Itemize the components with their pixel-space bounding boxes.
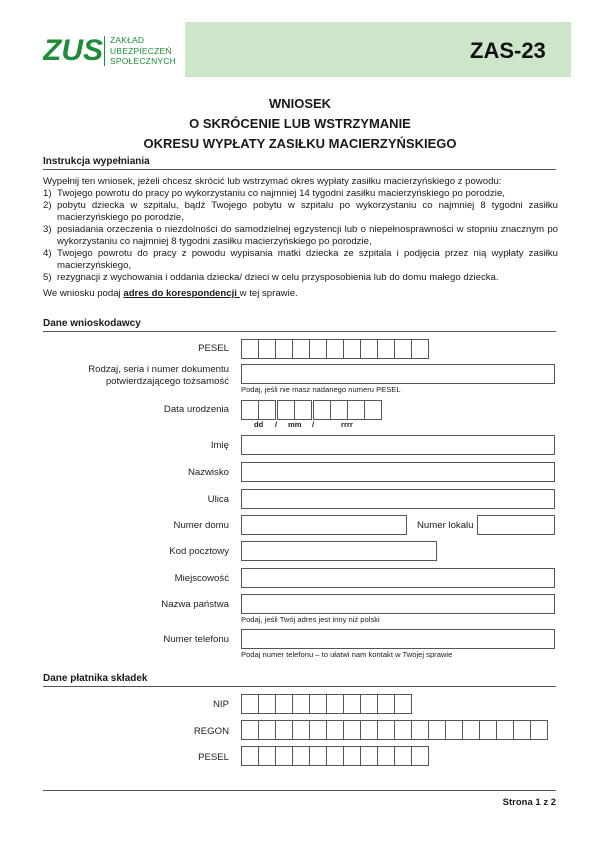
digit-cell[interactable] (360, 720, 378, 740)
street-label: Ulica (207, 494, 229, 505)
digit-cell[interactable] (411, 720, 429, 740)
digit-cell[interactable] (479, 720, 497, 740)
title-line-2: O SKRÓCENIE LUB WSTRZYMANIE (189, 116, 411, 131)
dob-sep: / (312, 420, 315, 429)
phone-hint: Podaj numer telefonu – to ułatwi nam kontakt w Twojej sprawie (241, 650, 453, 659)
pesel-field[interactable] (241, 339, 428, 359)
digit-cell[interactable] (309, 720, 327, 740)
digit-cell[interactable] (292, 746, 310, 766)
digit-cell[interactable] (241, 746, 259, 766)
dob-label: Data urodzenia (163, 404, 229, 415)
first-name-label: Imię (210, 440, 229, 451)
digit-cell[interactable] (258, 339, 276, 359)
reason-list (43, 188, 558, 284)
digit-cell[interactable] (292, 720, 310, 740)
digit-cell[interactable] (445, 720, 463, 740)
applicant-heading: Dane wnioskodawcy (43, 318, 556, 332)
digit-cell[interactable] (377, 694, 395, 714)
reason-item: 1) Twojego powrotu do pracy po wykorzystaniu co najmniej 14 tygodni zasiłku macierzyńskiego po porodzie, (43, 188, 505, 199)
digit-cell[interactable] (258, 720, 276, 740)
dob-mm-hint: mm (288, 420, 302, 429)
digit-cell[interactable] (241, 400, 259, 420)
digit-cell[interactable] (513, 720, 531, 740)
digit-cell[interactable] (394, 339, 412, 359)
id-document-hint: Podaj, jeśli nie masz nadanego numeru PESEL (241, 385, 401, 394)
id-document-field[interactable] (241, 364, 555, 384)
digit-cell[interactable] (313, 400, 331, 420)
digit-cell[interactable] (347, 400, 365, 420)
instructions-tail: We wniosku podaj adres do korespondencji w tej sprawie. (43, 288, 298, 299)
digit-cell[interactable] (360, 746, 378, 766)
reason-item: 3) posiadania orzeczenia o niezdolności do samodzielnej egzystencji lub o niepełnosprawności w stopniu znacznym po wykorzystaniu co najmniej 8 tygodni zasiłku macierzyńskiego po porodzie, (43, 224, 558, 247)
dob-sep: / (275, 420, 278, 429)
payer-pesel-label: PESEL (198, 752, 229, 763)
payer-pesel-field[interactable] (241, 746, 428, 766)
flat-number-field[interactable] (477, 515, 555, 535)
nip-field[interactable] (241, 694, 411, 714)
digit-cell[interactable] (394, 746, 412, 766)
dob-dd-hint: dd (254, 420, 264, 429)
digit-cell[interactable] (241, 720, 259, 740)
digit-cell[interactable] (275, 746, 293, 766)
instructions-body (43, 176, 558, 300)
city-field[interactable] (241, 568, 555, 588)
country-hint: Podaj, jeśli Twój adres jest inny niż polski (241, 615, 380, 624)
org-line-3: SPOŁECZNYCH (110, 56, 176, 66)
city-label: Miejscowość (174, 573, 229, 584)
form-code: ZAS-23 (470, 38, 546, 63)
house-number-field[interactable] (241, 515, 407, 535)
reason-item: 2) pobytu dziecka w szpitalu, bądź Twojego pobytu w szpitalu po wykorzystaniu co najmniej 8 tygodni zasiłku macierzyńskiego po porodzie, (43, 200, 558, 223)
dob-yyyy-hint: rrrr (341, 420, 353, 429)
nip-label: NIP (213, 699, 229, 710)
digit-cell[interactable] (343, 746, 361, 766)
address-emphasis: adres do korespondencji (123, 288, 240, 299)
digit-cell[interactable] (496, 720, 514, 740)
postcode-label: Kod pocztowy (169, 546, 229, 557)
digit-cell[interactable] (377, 746, 395, 766)
dob-month[interactable] (277, 400, 311, 420)
last-name-label: Nazwisko (187, 467, 229, 478)
digit-cell[interactable] (343, 694, 361, 714)
digit-cell[interactable] (462, 720, 480, 740)
digit-cell[interactable] (277, 400, 295, 420)
regon-field[interactable] (241, 720, 547, 740)
digit-cell[interactable] (241, 694, 259, 714)
postcode-field[interactable] (241, 541, 437, 561)
digit-cell[interactable] (394, 720, 412, 740)
dob-year[interactable] (313, 400, 381, 420)
digit-cell[interactable] (275, 720, 293, 740)
logo-divider (104, 36, 105, 66)
country-label: Nazwa państwa (161, 599, 229, 610)
digit-cell[interactable] (241, 339, 259, 359)
digit-cell[interactable] (326, 746, 344, 766)
digit-cell[interactable] (377, 339, 395, 359)
digit-cell[interactable] (275, 339, 293, 359)
title-line-1: WNIOSEK (268, 96, 332, 111)
phone-label: Numer telefonu (163, 634, 229, 645)
instructions-heading: Instrukcja wypełniania (43, 156, 556, 170)
first-name-field[interactable] (241, 435, 555, 455)
phone-field[interactable] (241, 629, 555, 649)
digit-cell[interactable] (294, 400, 312, 420)
digit-cell[interactable] (377, 720, 395, 740)
digit-cell[interactable] (258, 746, 276, 766)
reason-item: 5) rezygnacji z wychowania i oddania dziecka/ dzieci w celu przysposobienia lub do domu małego dziecka. (43, 272, 499, 283)
digit-cell[interactable] (364, 400, 382, 420)
digit-cell[interactable] (343, 339, 361, 359)
page-number: Strona 1 z 2 (502, 797, 556, 808)
digit-cell[interactable] (411, 746, 429, 766)
digit-cell[interactable] (360, 694, 378, 714)
house-number-label: Numer domu (173, 520, 229, 531)
digit-cell[interactable] (330, 400, 348, 420)
reason-item: 4) Twojego powrotu do pracy z powodu wypisania matki dziecka ze szpitala i podjęcia przez nią wypłaty zasiłku macierzyńskiego, (43, 248, 558, 271)
org-line-2: UBEZPIECZEŃ (110, 45, 172, 56)
digit-cell[interactable] (326, 339, 344, 359)
digit-cell[interactable] (428, 720, 446, 740)
digit-cell[interactable] (258, 400, 276, 420)
digit-cell[interactable] (258, 694, 276, 714)
digit-cell[interactable] (292, 694, 310, 714)
digit-cell[interactable] (360, 339, 378, 359)
pesel-label: PESEL (198, 343, 229, 354)
digit-cell[interactable] (530, 720, 548, 740)
id-document-label: Rodzaj, seria i numer dokumentu potwierdzającego tożsamość (88, 364, 229, 387)
digit-cell[interactable] (309, 746, 327, 766)
title-line-3: OKRESU WYPŁATY ZASIŁKU MACIERZYŃSKIEGO (143, 136, 457, 151)
org-name (110, 35, 176, 67)
form-title (0, 94, 600, 154)
digit-cell[interactable] (343, 720, 361, 740)
digit-cell[interactable] (394, 694, 412, 714)
org-line-1: ZAKŁAD (110, 35, 145, 45)
digit-cell[interactable] (292, 339, 310, 359)
digit-cell[interactable] (309, 339, 327, 359)
payer-heading: Dane płatnika składek (43, 673, 556, 687)
digit-cell[interactable] (275, 694, 293, 714)
zus-logo (43, 34, 103, 64)
street-field[interactable] (241, 489, 555, 509)
logo-letters: ZUS (43, 34, 103, 64)
digit-cell[interactable] (309, 694, 327, 714)
footer-divider (43, 790, 556, 791)
regon-label: REGON (193, 726, 229, 737)
country-field[interactable] (241, 594, 555, 614)
last-name-field[interactable] (241, 462, 555, 482)
digit-cell[interactable] (326, 720, 344, 740)
dob-day[interactable] (241, 400, 275, 420)
digit-cell[interactable] (411, 339, 429, 359)
digit-cell[interactable] (326, 694, 344, 714)
instructions-intro: Wypełnij ten wniosek, jeżeli chcesz skrócić lub wstrzymać okres wypłaty zasiłku macierzyńskiego z powodu: (43, 176, 502, 187)
flat-number-label: Numer lokalu (417, 520, 474, 531)
